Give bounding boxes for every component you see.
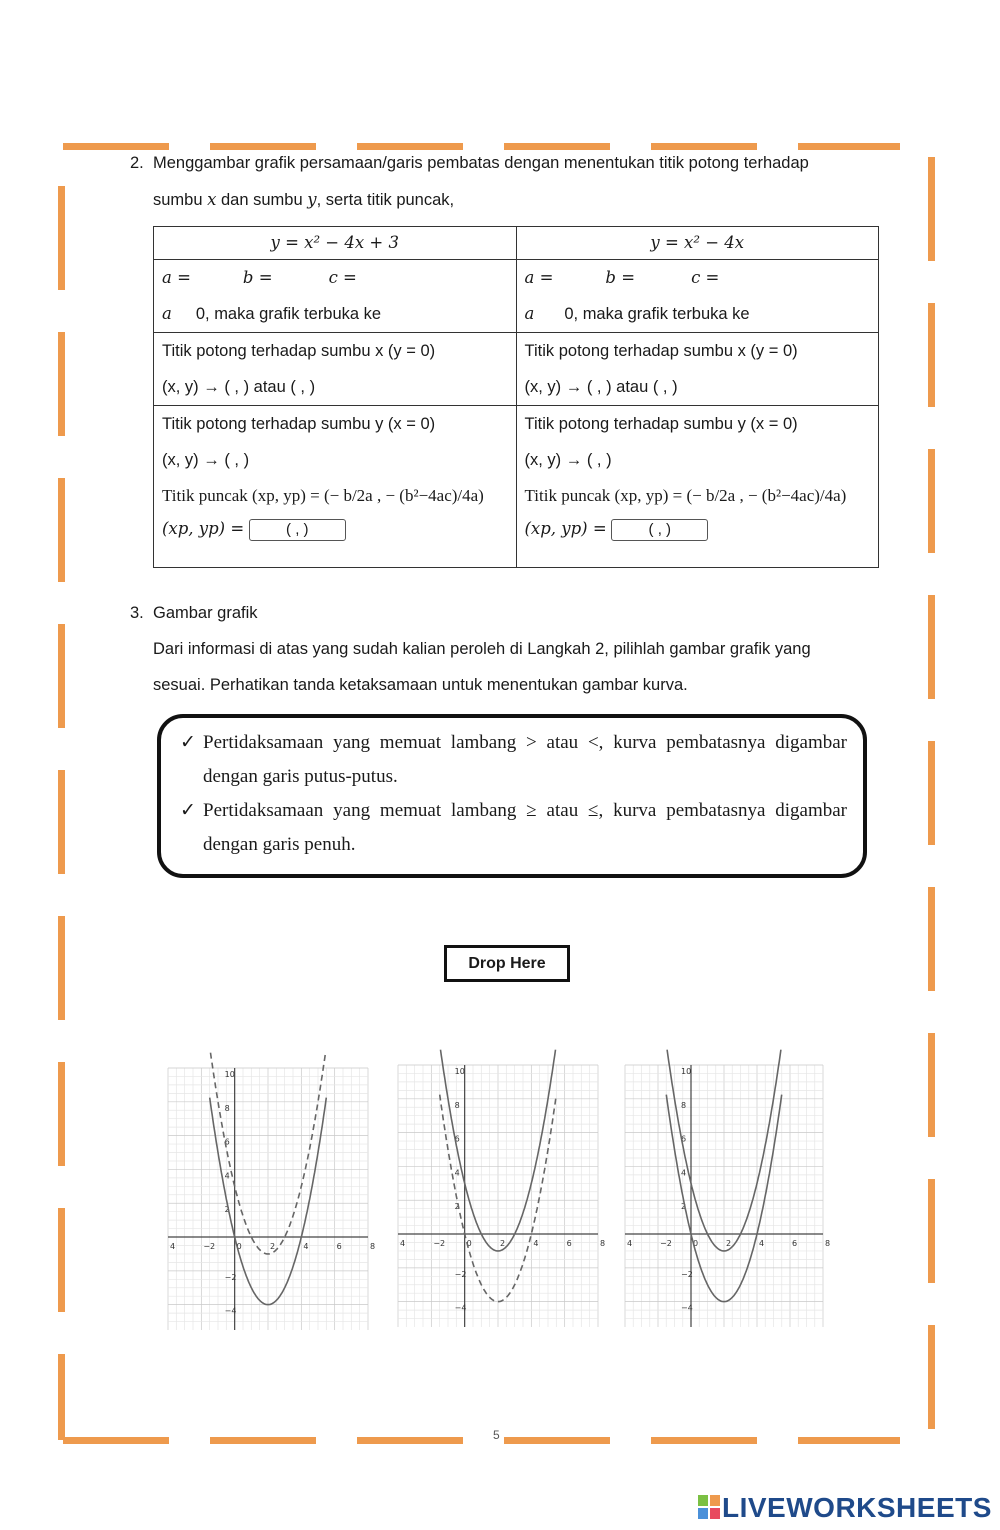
- y-intercept-pair[interactable]: (x, y) → ( , ): [524, 451, 612, 469]
- rule-check-2: ✓: [180, 800, 196, 821]
- y-tick-label: −4: [224, 1306, 237, 1316]
- line2-y: y: [307, 190, 317, 209]
- y-intercept-pair[interactable]: (x, y) → ( , ): [162, 451, 250, 469]
- y-tick-label: 4: [681, 1168, 687, 1178]
- x-tick-label: 0: [466, 1239, 472, 1249]
- y-tick-label: −4: [454, 1303, 467, 1313]
- x-tick-label: −2: [433, 1239, 446, 1249]
- y-tick-label: 6: [681, 1134, 687, 1144]
- x-tick-label: 6: [792, 1239, 798, 1249]
- x-tick-label: 8: [600, 1239, 606, 1249]
- y-tick-label: 4: [224, 1171, 230, 1181]
- grid: [625, 1065, 823, 1327]
- y-tick-label: 10: [454, 1067, 465, 1076]
- line2-pre: sumbu: [153, 191, 208, 209]
- coefficient-cell-1: [154, 260, 517, 333]
- y-tick-label: 2: [224, 1205, 230, 1215]
- x-tick-label: 8: [825, 1239, 831, 1249]
- y-tick-label: −2: [224, 1272, 237, 1282]
- x-tick-label: 4: [533, 1239, 539, 1249]
- x-tick-label: 8: [370, 1242, 376, 1252]
- line2-x: x: [207, 190, 217, 209]
- x-tick-label: 2: [726, 1239, 732, 1249]
- y-tick-label: 8: [454, 1100, 460, 1110]
- x-intercept-title: Titik potong terhadap sumbu x (y = 0): [162, 342, 436, 360]
- x-tick-label: 4: [759, 1239, 765, 1249]
- coef-b-label: b =: [605, 268, 636, 287]
- step3-paragraph-line1: Dari informasi di atas yang sudah kalian peroleh di Langkah 2, pilihlah gambar grafik yang: [153, 640, 811, 658]
- open-text: 0, maka grafik terbuka ke: [195, 305, 382, 323]
- x-tick-label: 6: [336, 1242, 342, 1252]
- x-intercept-cell-1: [154, 333, 517, 406]
- step3-paragraph-line2: sesuai. Perhatikan tanda ketaksamaan untuk menentukan gambar kurva.: [153, 676, 688, 694]
- y-intercept-vertex-cell-1: [154, 406, 517, 568]
- x-intercept-cell-2: [516, 333, 879, 406]
- coefficient-cell-2: [516, 260, 879, 333]
- open-var: a: [162, 304, 172, 323]
- x-tick-label: 2: [500, 1239, 506, 1249]
- graph-option-2[interactable]: [398, 1065, 606, 1327]
- liveworksheets-logo: [698, 1492, 992, 1524]
- x-tick-label: 4: [400, 1239, 406, 1249]
- graph-option-1[interactable]: [168, 1068, 376, 1330]
- y-tick-label: −2: [454, 1269, 467, 1279]
- y-tick-label: 8: [681, 1100, 687, 1110]
- step3-title: Gambar grafik: [153, 604, 258, 622]
- brand-name: LIVEWORKSHEETS: [722, 1492, 992, 1523]
- coef-b-label: b =: [242, 268, 273, 287]
- x-tick-label: 0: [693, 1239, 699, 1249]
- x-tick-label: 4: [303, 1242, 309, 1252]
- y-intercept-title: Titik potong terhadap sumbu y (x = 0): [162, 415, 436, 433]
- vertex-label: (xp, yp) =: [524, 519, 607, 538]
- open-text: 0, maka grafik terbuka ke: [564, 305, 750, 323]
- parabola-table: [153, 226, 879, 568]
- rule-2-line2: dengan garis penuh.: [203, 834, 356, 855]
- y-intercept-title: Titik potong terhadap sumbu y (x = 0): [524, 415, 798, 433]
- drop-zone[interactable]: Drop Here: [444, 945, 570, 982]
- x-intercept-title: Titik potong terhadap sumbu x (y = 0): [524, 342, 798, 360]
- blocks-icon: [698, 1495, 722, 1521]
- graph-option-3[interactable]: [625, 1065, 831, 1327]
- y-tick-label: 6: [224, 1137, 230, 1147]
- step3-number: 3.: [130, 604, 144, 622]
- x-intercept-pair[interactable]: (x, y) → ( , ) atau ( , ): [524, 378, 678, 396]
- vertex-title: Titik puncak (xp, yp) = (− b/2a , − (b²−4ac)/4a): [524, 486, 847, 505]
- equation-1: y = x² − 4x + 3: [154, 227, 517, 260]
- open-var: a: [524, 304, 535, 323]
- y-tick-label: 8: [224, 1103, 230, 1113]
- coef-c-label: c =: [691, 268, 720, 287]
- vertex-label: (xp, yp) =: [162, 519, 245, 538]
- grid: [398, 1065, 598, 1327]
- y-tick-label: 2: [454, 1202, 460, 1212]
- rule-1-line1: Pertidaksamaan yang memuat lambang > atau <, kurva pembatasnya digambar: [203, 732, 847, 753]
- page-number: 5: [493, 1428, 500, 1442]
- coef-c-label: c =: [328, 268, 357, 287]
- grid: [168, 1068, 368, 1330]
- rule-1-line2: dengan garis putus-putus.: [203, 766, 398, 787]
- line2-mid: dan sumbu: [216, 191, 308, 209]
- y-tick-label: 2: [681, 1202, 687, 1212]
- x-tick-label: 4: [170, 1242, 176, 1252]
- rule-2-line1: Pertidaksamaan yang memuat lambang ≥ atau ≤, kurva pembatasnya digambar: [203, 800, 847, 821]
- x-tick-label: 6: [566, 1239, 572, 1249]
- line2-post: , serta titik puncak,: [316, 191, 455, 209]
- y-tick-label: −2: [681, 1269, 693, 1279]
- x-tick-label: 4: [627, 1239, 633, 1249]
- rule-check-1: ✓: [180, 732, 196, 753]
- vertex-answer-box[interactable]: ( , ): [249, 519, 346, 541]
- vertex-answer-box[interactable]: ( , ): [611, 519, 708, 541]
- x-tick-label: 0: [236, 1242, 242, 1252]
- x-intercept-pair[interactable]: (x, y) → ( , ) atau ( , ): [162, 378, 316, 396]
- y-tick-label: 10: [681, 1067, 692, 1076]
- equation-2: y = x² − 4x: [516, 227, 879, 260]
- coef-a-label: a =: [524, 268, 554, 287]
- x-tick-label: −2: [203, 1242, 216, 1252]
- vertex-title: Titik puncak (xp, yp) = (− b/2a , − (b²−4ac)/4a): [162, 486, 484, 505]
- y-tick-label: 4: [454, 1168, 460, 1178]
- step2-instruction-line2: [153, 190, 454, 210]
- x-tick-label: −2: [660, 1239, 672, 1249]
- y-tick-label: 6: [454, 1134, 460, 1144]
- coef-a-label: a =: [162, 268, 191, 287]
- step2-instruction-line1: Menggambar grafik persamaan/garis pembatas dengan menentukan titik potong terhadap: [153, 154, 809, 172]
- y-tick-label: −4: [681, 1303, 693, 1313]
- x-tick-label: 2: [270, 1242, 276, 1252]
- y-tick-label: 10: [224, 1070, 235, 1079]
- step2-number: 2.: [130, 154, 144, 172]
- y-intercept-vertex-cell-2: [516, 406, 879, 568]
